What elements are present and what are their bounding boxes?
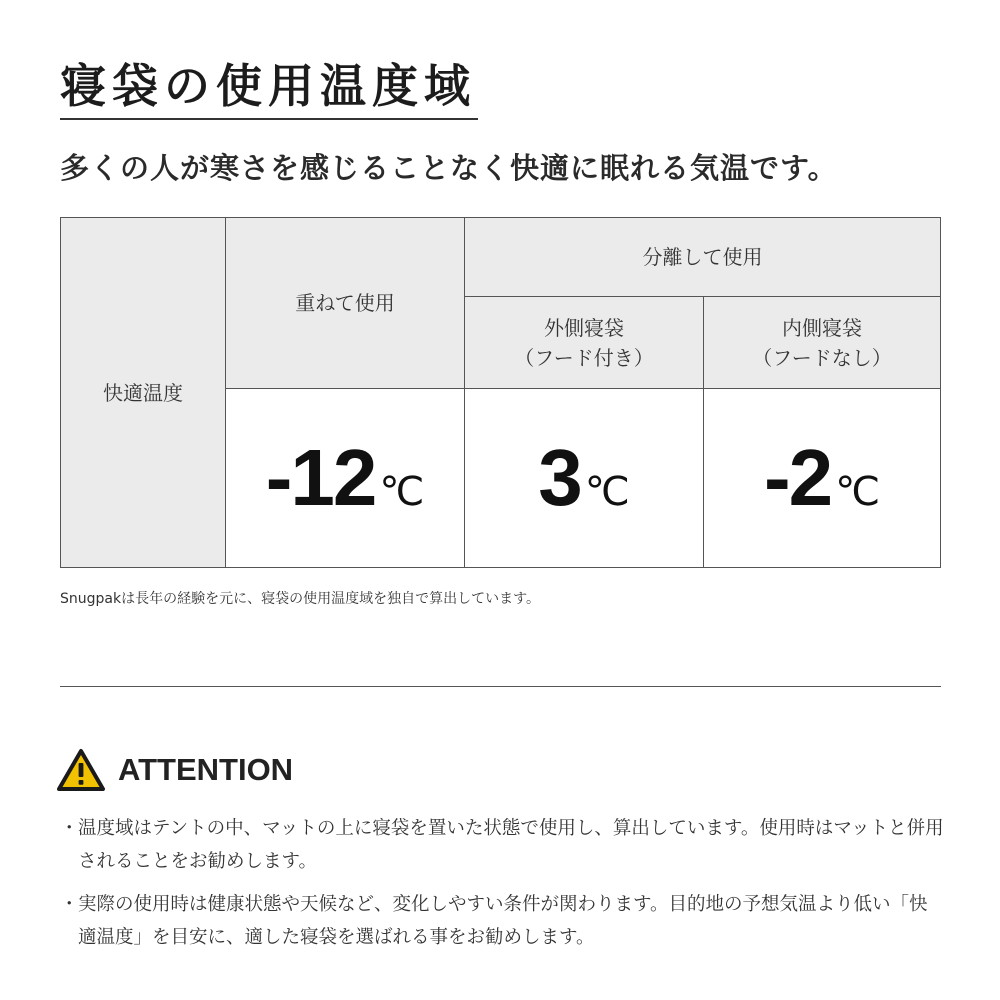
list-item-text: 実際の使用時は健康状態や天候など、変化しやすい条件が関わります。目的地の予想気温より低い「快適温度」を目安に、適した寝袋を選ばれる事をお勧めします。 [78,894,928,948]
col-header-inner-line1: 内側寝袋 [782,315,862,340]
list-item [60,888,960,954]
col-header-stacked-label: 重ねて使用 [295,291,395,315]
value-cell-stacked [225,388,465,568]
temperature-table [60,217,941,568]
list-item-text: 温度域はテントの中、マットの上に寝袋を置いた状態で使用し、算出しています。使用時はマットと併用されることをお勧めします。 [78,818,944,872]
col-header-outer [464,296,704,389]
temperature-unit: ℃ [379,470,425,514]
col-header-inner [703,296,941,389]
page-title: 寝袋の使用温度域 [60,59,476,113]
row-header-comfort [60,217,226,568]
col-header-separate-label: 分離して使用 [642,245,763,269]
temperature-unit: ℃ [584,470,630,514]
value-cell-outer [464,388,704,568]
attention-heading [56,748,293,792]
temperature-value: -2 [763,433,832,522]
list-item [60,812,960,878]
section-divider [60,686,941,687]
bullet-mark: ・ [60,894,79,915]
col-header-outer-line1: 外側寝袋 [544,315,624,340]
footnote: Snugpakは長年の経験を元に、寝袋の使用温度域を独自で算出しています。 [60,591,540,607]
page-subtitle: 多くの人が寒さを感じることなく快適に眠れる気温です。 [60,151,838,185]
bullet-mark: ・ [60,818,79,839]
row-header-label: 快適温度 [103,380,183,405]
temperature-unit: ℃ [835,470,881,514]
col-header-separate [464,217,941,297]
attention-list [60,812,960,954]
col-header-outer-line2: （フード付き） [514,345,654,370]
col-header-stacked [225,217,465,389]
col-header-inner-line2: （フードなし） [752,345,892,370]
temperature-value: -12 [265,433,376,522]
warning-icon [56,748,106,792]
temperature-value: 3 [538,433,581,522]
value-cell-inner [703,388,941,568]
attention-title: ATTENTION [118,752,294,787]
title-underline [60,118,478,120]
